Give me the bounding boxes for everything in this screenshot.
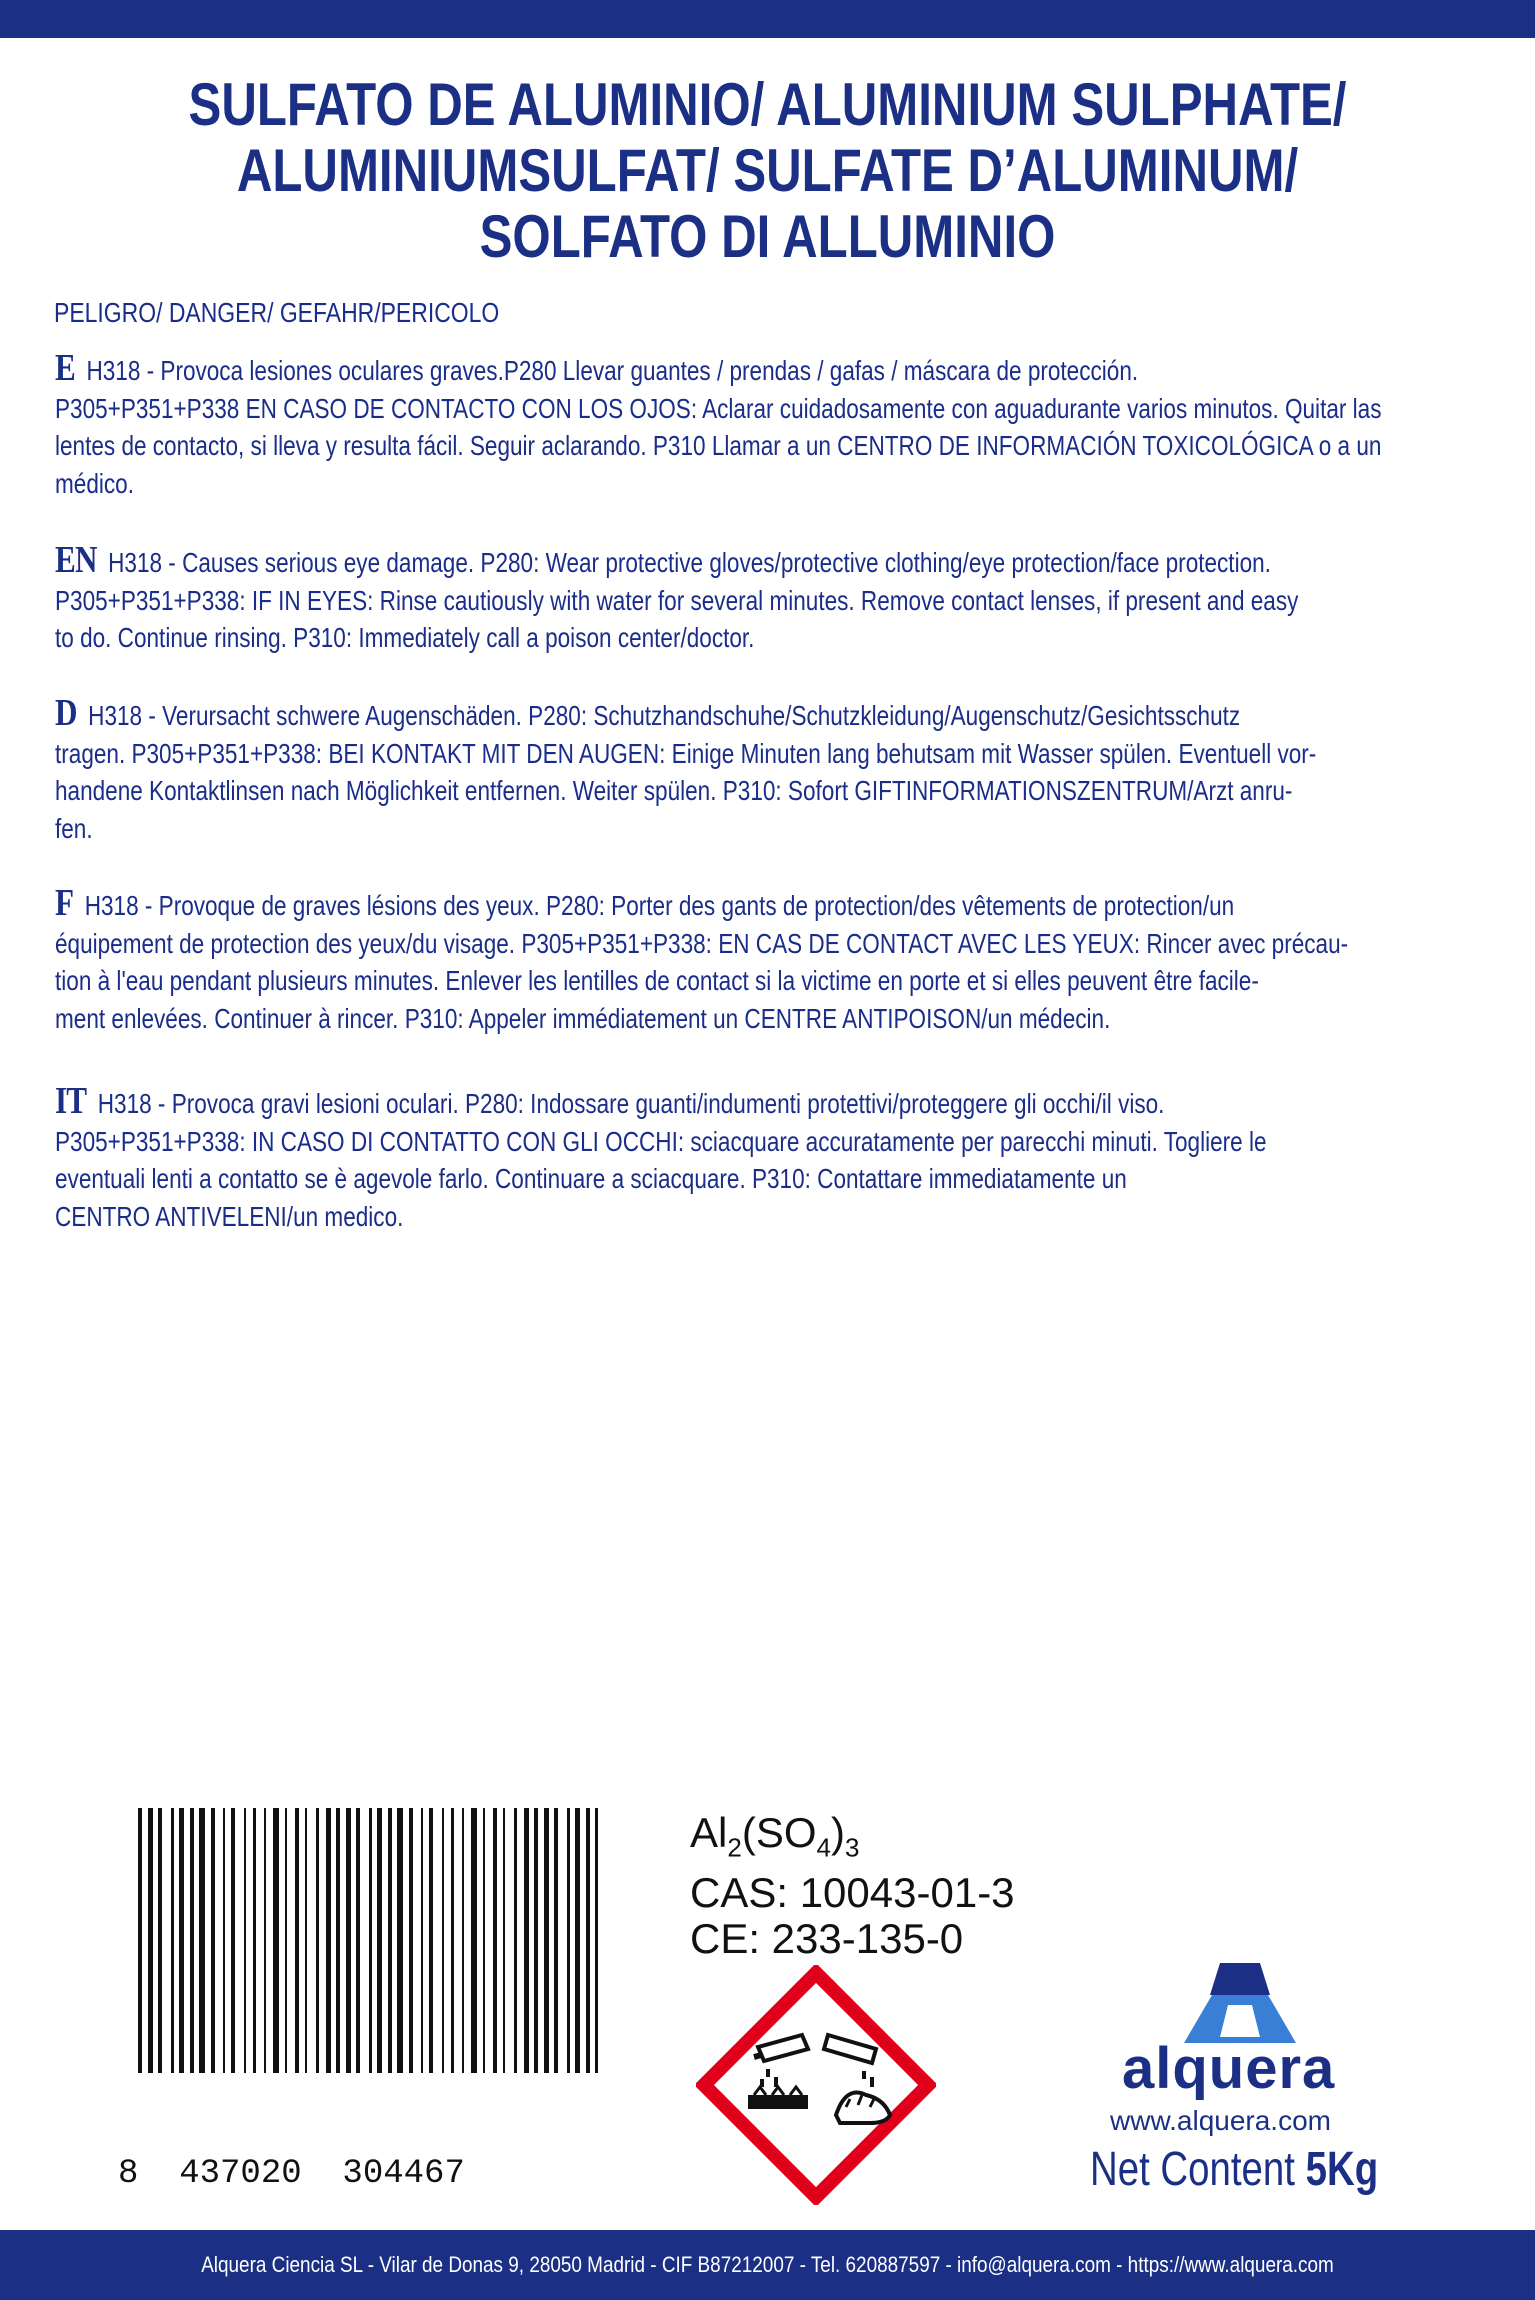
barcode-bar <box>346 1808 351 2073</box>
lang-code-en: EN <box>55 539 97 581</box>
barcode-bar <box>462 1808 464 2073</box>
net-content-label: Net Content <box>1090 2143 1295 2196</box>
section-line: H318 - Provoca gravi lesioni oculari. P280: Indossare guanti/indumenti protettivi/proteggere gli occhi/il viso. <box>97 1088 1165 1119</box>
barcode-bar <box>442 1808 444 2073</box>
barcode-bar <box>305 1808 307 2073</box>
barcode-bar <box>409 1808 413 2073</box>
barcode-bar <box>429 1808 433 2073</box>
barcode-bar <box>595 1808 598 2073</box>
barcode-bar <box>223 1808 225 2073</box>
barcode-bar <box>421 1808 423 2073</box>
section-line: tragen. P305+P351+P338: BEI KONTAKT MIT DEN AUGEN: Einige Minuten lang behutsam mit Wasser spülen. Eventuell vor- <box>55 737 1317 769</box>
section-line: H318 - Provoca lesiones oculares graves.P280 Llevar guantes / prendas / gafas / máscara de protección. <box>86 355 1139 386</box>
barcode-bar <box>148 1808 153 2073</box>
barcode-bar <box>356 1808 360 2073</box>
section-line: H318 - Verursacht schwere Augenschäden. P280: Schutzhandschuhe/Schutzkleidung/Augenschutz/Gesichtsschutz <box>88 700 1241 731</box>
barcode-digits: 8 437020 304467 <box>118 2155 465 2193</box>
barcode <box>138 1808 598 2073</box>
barcode-bar <box>534 1808 538 2073</box>
barcode-bar <box>586 1808 590 2073</box>
corrosion-pictogram-icon <box>696 1965 936 2205</box>
lang-code-de: D <box>55 692 77 734</box>
barcode-bar <box>273 1808 279 2073</box>
signal-words: PELIGRO/ DANGER/ GEFAHR/PERICOLO <box>54 297 500 328</box>
brand-url[interactable]: www.alquera.com <box>1110 2105 1331 2136</box>
section-line: tion à l'eau pendant plusieurs minutes. Enlever les lentilles de contact si la victime en porte et si elles peuvent être facile- <box>55 965 1259 996</box>
barcode-bar <box>524 1808 529 2073</box>
section-line: P305+P351+P338: IF IN EYES: Rinse cautiously with water for several minutes. Remove contact lenses, if present and easy <box>55 584 1299 616</box>
product-title <box>60 72 1475 270</box>
barcode-bar <box>295 1808 299 2073</box>
section-line: eventuali lenti a contatto se è agevole farlo. Continuare a sciacquare. P310: Contattare immediatamente un <box>55 1163 1127 1194</box>
barcode-bar <box>231 1808 235 2073</box>
barcode-bar <box>544 1808 549 2073</box>
cas-number: CAS: 10043-01-3 <box>690 1869 1015 1917</box>
barcode-bar <box>138 1808 142 2073</box>
net-content-value: 5Kg <box>1305 2143 1379 2196</box>
barcode-bar <box>244 1808 246 2073</box>
barcode-bar <box>388 1808 392 2073</box>
chemical-formula: $Al_2(SO_4)_3$ <box>690 1809 860 1863</box>
top-bar <box>0 0 1535 38</box>
section-es <box>55 347 1400 502</box>
barcode-bar <box>493 1808 497 2073</box>
barcode-bar <box>171 1808 174 2073</box>
barcode-bar <box>567 1808 570 2073</box>
title-line: SOLFATO DI ALLUMINIO <box>479 203 1056 270</box>
section-line: fen. <box>55 812 93 844</box>
barcode-bar <box>369 1808 372 2073</box>
footer-bar <box>0 2230 1535 2300</box>
barcode-bar <box>211 1808 215 2073</box>
barcode-bar <box>326 1808 331 2073</box>
barcode-bar <box>190 1808 194 2073</box>
section-line: P305+P351+P338 EN CASO DE CONTACTO CON LOS OJOS: Aclarar cuidadosamente con aguadurante varios minutos. Quitar las <box>55 392 1382 424</box>
title-line: ALUMINIUMSULFAT/ SULFATE D’ALUMINUM/ <box>236 137 1299 204</box>
barcode-bar <box>575 1808 580 2073</box>
brand-name: alquera <box>1122 2036 1336 2101</box>
section-line: handene Kontaktlinsen nach Möglichkeit entfernen. Weiter spülen. P310: Sofort GIFTINFORMATIONSZENTRUM/Arzt anru- <box>55 775 1293 806</box>
lang-code-it: IT <box>55 1080 87 1122</box>
barcode-bar <box>199 1808 205 2073</box>
section-line: H318 - Provoque de graves lésions des yeux. P280: Porter des gants de protection/des vêtements de protection/un <box>84 890 1235 921</box>
lang-code-es: E <box>55 347 75 389</box>
barcode-bar <box>158 1808 162 2073</box>
barcode-bar <box>377 1808 382 2073</box>
barcode-bar <box>471 1808 477 2073</box>
barcode-bar <box>316 1808 319 2073</box>
section-en <box>55 539 1400 657</box>
barcode-bar <box>253 1808 256 2073</box>
barcode-bar <box>285 1808 287 2073</box>
section-line: équipement de protection des yeux/du visage. P305+P351+P338: EN CAS DE CONTACT AVEC LES YEUX: Rincer avec précau- <box>55 927 1349 959</box>
section-de <box>55 692 1400 847</box>
barcode-bar <box>483 1808 485 2073</box>
section-it <box>55 1080 1400 1235</box>
section-line: to do. Continue rinsing. P310: Immediately call a poison center/doctor. <box>55 622 755 653</box>
lang-code-fr: F <box>55 882 74 924</box>
section-line: P305+P351+P338: IN CASO DI CONTATTO CON GLI OCCHI: sciacquare accuratamente per parecchi minuti. Togliere le <box>55 1125 1267 1157</box>
section-line: médico. <box>55 467 134 499</box>
barcode-bar <box>554 1808 558 2073</box>
ce-number: CE: 233-135-0 <box>690 1915 964 1963</box>
barcode-bar <box>336 1808 340 2073</box>
section-fr <box>55 882 1400 1037</box>
title-line: SULFATO DE ALUMINIO/ ALUMINIUM SULPHATE/ <box>188 71 1347 138</box>
barcode-bar <box>514 1808 517 2073</box>
net-content <box>1090 2142 1378 2197</box>
barcode-bar <box>264 1808 266 2073</box>
barcode-bar <box>179 1808 184 2073</box>
footer-text: Alquera Ciencia SL - Vilar de Donas 9, 28050 Madrid - CIF B87212007 - Tel. 620887597 - info@alquera.com - https://www.alquera.com <box>201 2252 1334 2277</box>
barcode-bar <box>397 1808 403 2073</box>
barcode-bar <box>503 1808 505 2073</box>
section-line: ment enlevées. Continuer à rincer. P310: Appeler immédiatement un CENTRE ANTIPOISON/un médecin. <box>55 1002 1111 1034</box>
chemical-info <box>690 1810 1015 1962</box>
barcode-bar <box>451 1808 454 2073</box>
section-line: lentes de contacto, si lleva y resulta fácil. Seguir aclarando. P310 Llamar a un CENTRO DE INFORMACIÓN TOXICOLÓGICA o a un <box>55 430 1382 461</box>
section-line: H318 - Causes serious eye damage. P280: Wear protective gloves/protective clothing/eye protection/face protection. <box>108 547 1271 578</box>
section-line: CENTRO ANTIVELENI/un medico. <box>55 1200 404 1232</box>
